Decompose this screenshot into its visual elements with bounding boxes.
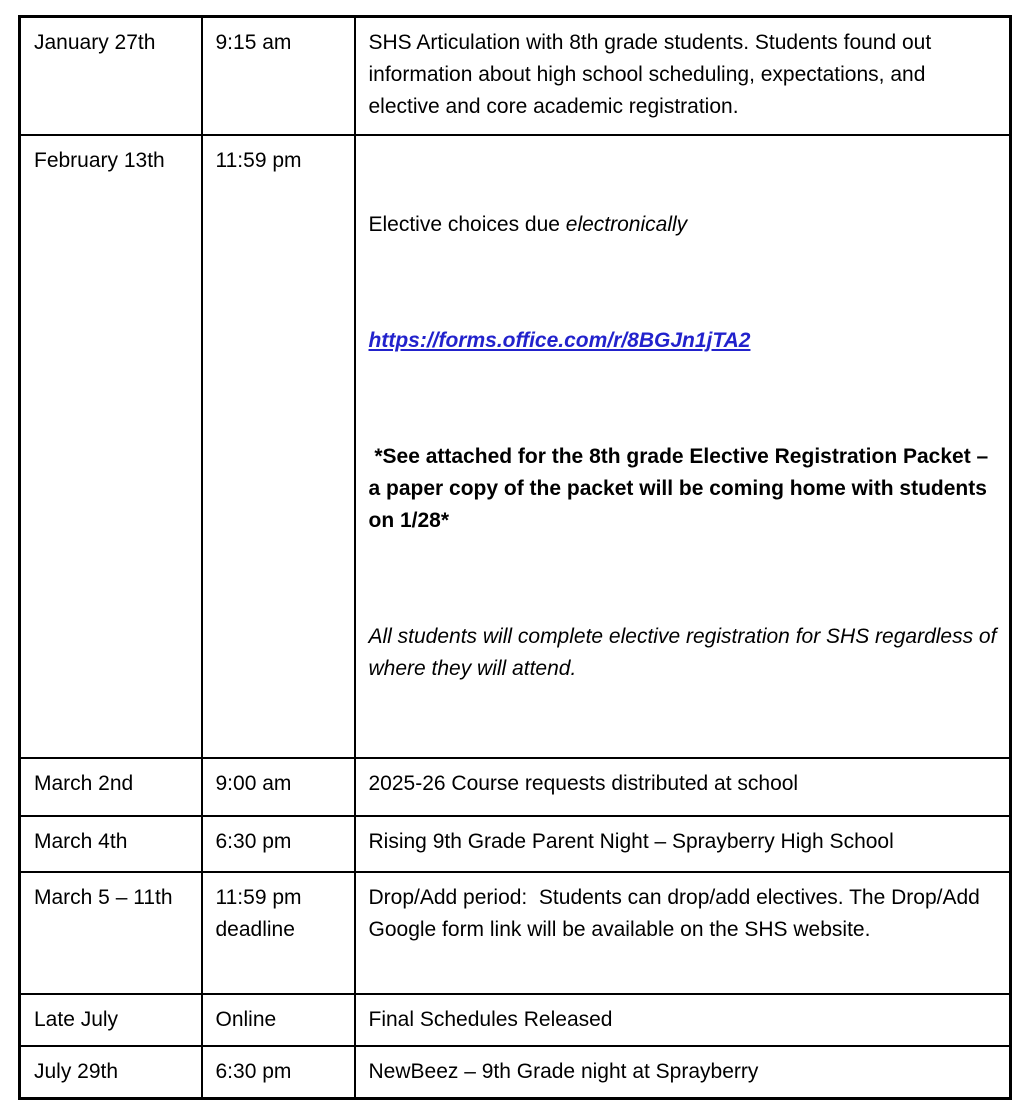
description-cell: NewBeez – 9th Grade night at Sprayberry xyxy=(355,1046,1011,1099)
time-cell: 6:30 pm xyxy=(202,1046,355,1099)
schedule-table xyxy=(18,15,1012,1100)
table-row-march-5-11 xyxy=(20,872,1011,994)
description-cell: SHS Articulation with 8th grade students. Students found out information about high school scheduling, expectations, and elective and core academic registration. xyxy=(355,17,1011,135)
time-cell: 11:59 pm xyxy=(202,135,355,758)
date-cell: March 5 – 11th xyxy=(20,872,202,994)
date-cell: March 2nd xyxy=(20,758,202,816)
description-cell: 2025-26 Course requests distributed at school xyxy=(355,758,1011,816)
description-cell: Drop/Add period: Students can drop/add electives. The Drop/Add Google form link will be available on the SHS website. xyxy=(355,872,1011,994)
date-cell: March 4th xyxy=(20,816,202,872)
time-cell: 11:59 pm deadline xyxy=(202,872,355,994)
elective-due-italic-word: electronically xyxy=(565,212,688,236)
table-row-january-27 xyxy=(20,17,1011,135)
time-cell: Online xyxy=(202,994,355,1046)
table-row-march-2 xyxy=(20,758,1011,816)
time-cell: 9:15 am xyxy=(202,17,355,135)
table-row-late-july xyxy=(20,994,1011,1046)
elective-due-line xyxy=(369,209,998,241)
registration-italic-note: All students will complete elective registration for SHS regardless of where they will attend. xyxy=(368,624,1003,680)
date-cell: July 29th xyxy=(20,1046,202,1099)
date-cell: January 27th xyxy=(20,17,202,135)
elective-due-text: Elective choices due xyxy=(368,212,566,236)
link-paragraph xyxy=(369,325,998,357)
date-cell: Late July xyxy=(20,994,202,1046)
date-cell: February 13th xyxy=(20,135,202,758)
description-cell: Final Schedules Released xyxy=(355,994,1011,1046)
table-row-july-29 xyxy=(20,1046,1011,1099)
elective-form-link[interactable]: https://forms.office.com/r/8BGJn1jTA2 xyxy=(368,328,751,352)
description-cell xyxy=(355,135,1011,758)
time-cell: 6:30 pm xyxy=(202,816,355,872)
table-row-february-13 xyxy=(20,135,1011,758)
table-row-march-4 xyxy=(20,816,1011,872)
description-cell: Rising 9th Grade Parent Night – Sprayberry High School xyxy=(355,816,1011,872)
packet-bold-note: *See attached for the 8th grade Elective Registration Packet – a paper copy of the packet will be coming home with students on 1/28* xyxy=(368,444,995,532)
time-cell: 9:00 am xyxy=(202,758,355,816)
